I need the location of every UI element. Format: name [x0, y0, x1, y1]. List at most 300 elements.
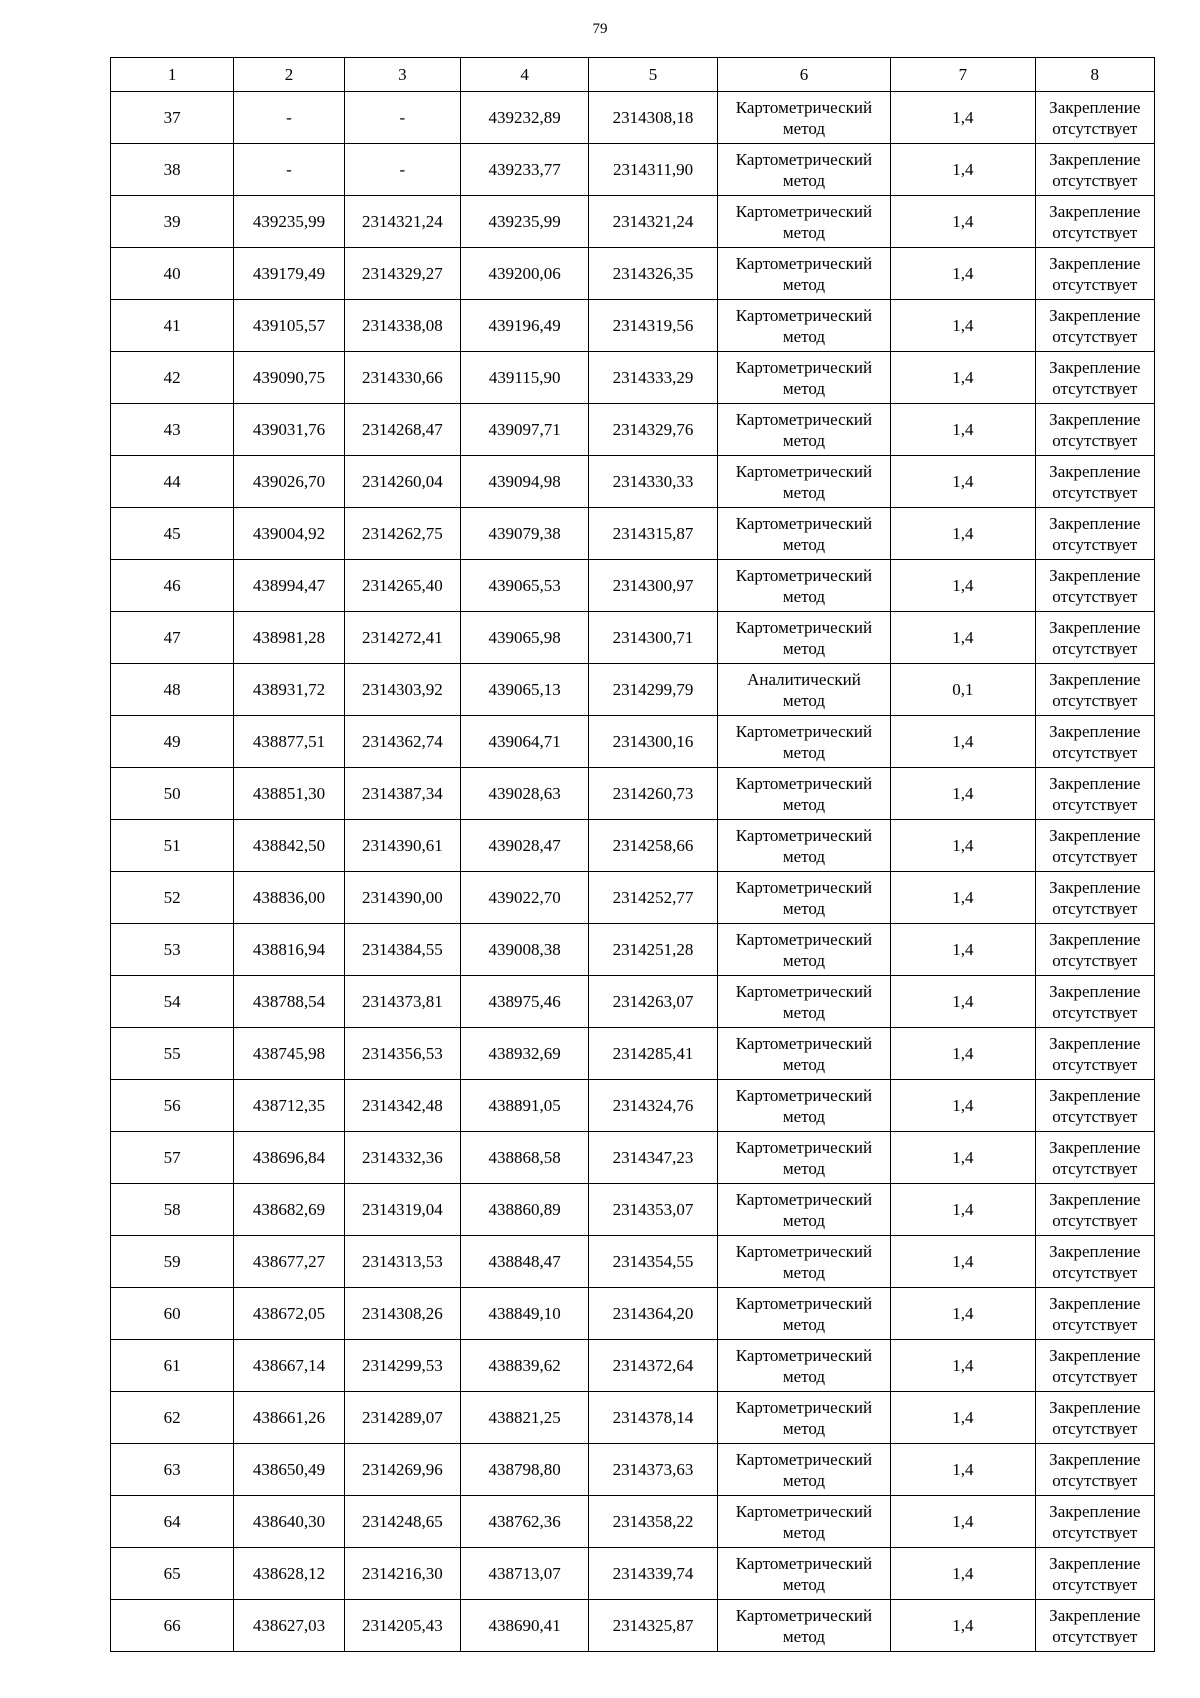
new-x-cell: 438860,89: [460, 1184, 588, 1236]
point-number-cell: 52: [111, 872, 234, 924]
method-cell: [717, 1392, 890, 1444]
fixation-text: Закрепление: [1049, 1241, 1141, 1261]
existing-y-cell: 2314265,40: [344, 560, 460, 612]
fixation-cell: [1035, 1288, 1154, 1340]
new-x-cell: 439097,71: [460, 404, 588, 456]
method-text: Картометрический: [735, 1345, 873, 1365]
new-x-cell: 439232,89: [460, 92, 588, 144]
method-cell: [717, 196, 890, 248]
fixation-text: Закрепление: [1049, 721, 1141, 741]
table-row: [111, 872, 1155, 924]
point-number-cell: 43: [111, 404, 234, 456]
method-text: Картометрический: [735, 773, 873, 793]
fixation-text: Закрепление: [1049, 981, 1141, 1001]
fixation-cell: [1035, 92, 1154, 144]
point-number-cell: 44: [111, 456, 234, 508]
method-text: метод: [782, 742, 826, 762]
existing-y-cell: 2314272,41: [344, 612, 460, 664]
new-y-cell: 2314372,64: [589, 1340, 717, 1392]
method-text: Картометрический: [735, 1293, 873, 1313]
fixation-text: отсутствует: [1052, 1002, 1138, 1022]
existing-x-cell: 438745,98: [234, 1028, 344, 1080]
point-number-cell: 37: [111, 92, 234, 144]
existing-x-cell: 438788,54: [234, 976, 344, 1028]
existing-y-cell: 2314262,75: [344, 508, 460, 560]
point-number-cell: 58: [111, 1184, 234, 1236]
method-text: Картометрический: [735, 97, 873, 117]
method-text: метод: [782, 1470, 826, 1490]
method-cell: [717, 820, 890, 872]
accuracy-cell: 1,4: [891, 508, 1035, 560]
table-row: [111, 456, 1155, 508]
fixation-text: Закрепление: [1049, 669, 1141, 689]
fixation-text: Закрепление: [1049, 305, 1141, 325]
table-row: [111, 1288, 1155, 1340]
method-text: Аналитический: [747, 669, 861, 689]
existing-x-cell: 438672,05: [234, 1288, 344, 1340]
fixation-text: отсутствует: [1052, 1522, 1138, 1542]
method-text: метод: [782, 1418, 826, 1438]
new-y-cell: 2314353,07: [589, 1184, 717, 1236]
fixation-cell: [1035, 352, 1154, 404]
method-text: Картометрический: [735, 1085, 873, 1105]
fixation-cell: [1035, 1340, 1154, 1392]
fixation-text: отсутствует: [1052, 430, 1138, 450]
table-row: [111, 1132, 1155, 1184]
existing-x-cell: -: [234, 144, 344, 196]
method-text: Картометрический: [735, 409, 873, 429]
new-y-cell: 2314378,14: [589, 1392, 717, 1444]
method-text: Картометрический: [735, 149, 873, 169]
page-number: 79: [592, 21, 608, 37]
existing-x-cell: 439026,70: [234, 456, 344, 508]
method-text: Картометрический: [735, 1397, 873, 1417]
new-x-cell: 438848,47: [460, 1236, 588, 1288]
fixation-text: Закрепление: [1049, 617, 1141, 637]
method-cell: [717, 612, 890, 664]
accuracy-cell: 1,4: [891, 1392, 1035, 1444]
accuracy-cell: 1,4: [891, 1184, 1035, 1236]
new-y-cell: 2314252,77: [589, 872, 717, 924]
method-text: метод: [782, 1002, 826, 1022]
fixation-cell: [1035, 508, 1154, 560]
accuracy-cell: 1,4: [891, 1236, 1035, 1288]
existing-y-cell: 2314299,53: [344, 1340, 460, 1392]
table-row: [111, 1496, 1155, 1548]
fixation-text: Закрепление: [1049, 201, 1141, 221]
existing-y-cell: 2314356,53: [344, 1028, 460, 1080]
column-header: 5: [589, 58, 717, 92]
new-x-cell: 439094,98: [460, 456, 588, 508]
accuracy-cell: 1,4: [891, 768, 1035, 820]
method-text: Картометрический: [735, 825, 873, 845]
method-text: метод: [782, 1574, 826, 1594]
table-row: [111, 1236, 1155, 1288]
new-x-cell: 439008,38: [460, 924, 588, 976]
point-number-cell: 54: [111, 976, 234, 1028]
fixation-cell: [1035, 1548, 1154, 1600]
existing-x-cell: 438667,14: [234, 1340, 344, 1392]
existing-y-cell: 2314303,92: [344, 664, 460, 716]
method-text: метод: [782, 222, 826, 242]
method-cell: [717, 352, 890, 404]
table-row: [111, 1080, 1155, 1132]
fixation-cell: [1035, 1236, 1154, 1288]
fixation-cell: [1035, 768, 1154, 820]
fixation-cell: [1035, 1184, 1154, 1236]
method-text: метод: [782, 1522, 826, 1542]
method-text: Картометрический: [735, 1605, 873, 1625]
existing-y-cell: 2314342,48: [344, 1080, 460, 1132]
table-row: [111, 248, 1155, 300]
method-text: метод: [782, 482, 826, 502]
method-text: метод: [782, 430, 826, 450]
table-row: [111, 560, 1155, 612]
table-row: [111, 768, 1155, 820]
new-y-cell: 2314300,71: [589, 612, 717, 664]
new-y-cell: 2314354,55: [589, 1236, 717, 1288]
existing-x-cell: 438877,51: [234, 716, 344, 768]
accuracy-cell: 1,4: [891, 612, 1035, 664]
fixation-cell: [1035, 1028, 1154, 1080]
method-cell: [717, 924, 890, 976]
table-row: [111, 196, 1155, 248]
new-x-cell: 439022,70: [460, 872, 588, 924]
fixation-cell: [1035, 1080, 1154, 1132]
fixation-cell: [1035, 144, 1154, 196]
existing-x-cell: 438981,28: [234, 612, 344, 664]
fixation-text: отсутствует: [1052, 586, 1138, 606]
accuracy-cell: 1,4: [891, 1548, 1035, 1600]
new-x-cell: 438690,41: [460, 1600, 588, 1652]
accuracy-cell: 1,4: [891, 1080, 1035, 1132]
accuracy-cell: 1,4: [891, 872, 1035, 924]
point-number-cell: 55: [111, 1028, 234, 1080]
new-x-cell: 439233,77: [460, 144, 588, 196]
existing-x-cell: 438836,00: [234, 872, 344, 924]
fixation-text: отсутствует: [1052, 1262, 1138, 1282]
method-cell: [717, 1496, 890, 1548]
fixation-text: Закрепление: [1049, 825, 1141, 845]
method-cell: [717, 456, 890, 508]
fixation-cell: [1035, 872, 1154, 924]
existing-x-cell: 439031,76: [234, 404, 344, 456]
existing-x-cell: 439004,92: [234, 508, 344, 560]
method-cell: [717, 508, 890, 560]
method-text: метод: [782, 1158, 826, 1178]
table-row: [111, 508, 1155, 560]
accuracy-cell: 1,4: [891, 404, 1035, 456]
column-header: 7: [891, 58, 1035, 92]
fixation-text: отсутствует: [1052, 898, 1138, 918]
method-text: Картометрический: [735, 305, 873, 325]
new-y-cell: 2314339,74: [589, 1548, 717, 1600]
existing-x-cell: 438931,72: [234, 664, 344, 716]
fixation-text: отсутствует: [1052, 1210, 1138, 1230]
accuracy-cell: 1,4: [891, 1600, 1035, 1652]
fixation-cell: [1035, 1496, 1154, 1548]
fixation-text: Закрепление: [1049, 253, 1141, 273]
fixation-cell: [1035, 612, 1154, 664]
existing-x-cell: 438842,50: [234, 820, 344, 872]
new-y-cell: 2314258,66: [589, 820, 717, 872]
new-y-cell: 2314251,28: [589, 924, 717, 976]
fixation-text: отсутствует: [1052, 950, 1138, 970]
fixation-text: отсутствует: [1052, 1106, 1138, 1126]
method-text: Картометрический: [735, 1189, 873, 1209]
column-header: 8: [1035, 58, 1154, 92]
new-x-cell: 438849,10: [460, 1288, 588, 1340]
accuracy-cell: 1,4: [891, 1496, 1035, 1548]
method-text: метод: [782, 1210, 826, 1230]
fixation-cell: [1035, 300, 1154, 352]
column-header: 4: [460, 58, 588, 92]
fixation-text: Закрепление: [1049, 1033, 1141, 1053]
existing-x-cell: 439179,49: [234, 248, 344, 300]
table-row: [111, 976, 1155, 1028]
existing-x-cell: 438696,84: [234, 1132, 344, 1184]
fixation-cell: [1035, 924, 1154, 976]
fixation-text: Закрепление: [1049, 1501, 1141, 1521]
method-text: метод: [782, 170, 826, 190]
table-row: [111, 820, 1155, 872]
method-cell: [717, 404, 890, 456]
fixation-cell: [1035, 456, 1154, 508]
accuracy-cell: 1,4: [891, 1028, 1035, 1080]
fixation-text: Закрепление: [1049, 513, 1141, 533]
existing-y-cell: 2314248,65: [344, 1496, 460, 1548]
existing-x-cell: 438851,30: [234, 768, 344, 820]
method-cell: [717, 1548, 890, 1600]
existing-y-cell: 2314205,43: [344, 1600, 460, 1652]
point-number-cell: 63: [111, 1444, 234, 1496]
existing-x-cell: 438682,69: [234, 1184, 344, 1236]
new-y-cell: 2314308,18: [589, 92, 717, 144]
method-text: Картометрический: [735, 1137, 873, 1157]
method-text: метод: [782, 950, 826, 970]
method-cell: [717, 768, 890, 820]
existing-y-cell: 2314313,53: [344, 1236, 460, 1288]
new-x-cell: 438821,25: [460, 1392, 588, 1444]
new-x-cell: 439064,71: [460, 716, 588, 768]
new-y-cell: 2314347,23: [589, 1132, 717, 1184]
method-cell: [717, 92, 890, 144]
fixation-cell: [1035, 560, 1154, 612]
fixation-text: отсутствует: [1052, 846, 1138, 866]
method-cell: [717, 560, 890, 612]
point-number-cell: 66: [111, 1600, 234, 1652]
new-y-cell: 2314260,73: [589, 768, 717, 820]
existing-x-cell: 438816,94: [234, 924, 344, 976]
fixation-text: отсутствует: [1052, 638, 1138, 658]
accuracy-cell: 1,4: [891, 976, 1035, 1028]
fixation-text: Закрепление: [1049, 773, 1141, 793]
point-number-cell: 48: [111, 664, 234, 716]
fixation-text: Закрепление: [1049, 565, 1141, 585]
fixation-text: отсутствует: [1052, 118, 1138, 138]
method-text: Картометрический: [735, 1501, 873, 1521]
new-x-cell: 439028,63: [460, 768, 588, 820]
accuracy-cell: 1,4: [891, 1288, 1035, 1340]
coordinates-table: [110, 57, 1155, 1652]
accuracy-cell: 1,4: [891, 1444, 1035, 1496]
existing-x-cell: 438677,27: [234, 1236, 344, 1288]
column-header: 6: [717, 58, 890, 92]
fixation-text: Закрепление: [1049, 97, 1141, 117]
method-text: метод: [782, 326, 826, 346]
existing-x-cell: 438994,47: [234, 560, 344, 612]
table-body: [111, 58, 1155, 1652]
fixation-cell: [1035, 976, 1154, 1028]
accuracy-cell: 1,4: [891, 300, 1035, 352]
new-y-cell: 2314311,90: [589, 144, 717, 196]
accuracy-cell: 0,1: [891, 664, 1035, 716]
method-text: Картометрический: [735, 1033, 873, 1053]
table-row: [111, 924, 1155, 976]
method-cell: [717, 248, 890, 300]
method-text: метод: [782, 1106, 826, 1126]
new-y-cell: 2314300,16: [589, 716, 717, 768]
existing-y-cell: 2314373,81: [344, 976, 460, 1028]
fixation-text: отсутствует: [1052, 1054, 1138, 1074]
method-cell: [717, 1444, 890, 1496]
fixation-text: Закрепление: [1049, 1449, 1141, 1469]
new-x-cell: 438762,36: [460, 1496, 588, 1548]
existing-y-cell: 2314387,34: [344, 768, 460, 820]
point-number-cell: 59: [111, 1236, 234, 1288]
method-text: метод: [782, 1626, 826, 1646]
fixation-text: Закрепление: [1049, 149, 1141, 169]
existing-y-cell: 2314216,30: [344, 1548, 460, 1600]
table-header-row: [111, 58, 1155, 92]
accuracy-cell: 1,4: [891, 716, 1035, 768]
accuracy-cell: 1,4: [891, 248, 1035, 300]
existing-y-cell: 2314268,47: [344, 404, 460, 456]
point-number-cell: 64: [111, 1496, 234, 1548]
method-text: метод: [782, 1262, 826, 1282]
table-row: [111, 404, 1155, 456]
fixation-text: отсутствует: [1052, 1626, 1138, 1646]
method-cell: [717, 1132, 890, 1184]
point-number-cell: 40: [111, 248, 234, 300]
fixation-cell: [1035, 196, 1154, 248]
method-text: Картометрический: [735, 1553, 873, 1573]
new-y-cell: 2314330,33: [589, 456, 717, 508]
accuracy-cell: 1,4: [891, 1340, 1035, 1392]
table-row: [111, 1548, 1155, 1600]
point-number-cell: 56: [111, 1080, 234, 1132]
method-text: Картометрический: [735, 461, 873, 481]
method-cell: [717, 976, 890, 1028]
fixation-text: Закрепление: [1049, 1605, 1141, 1625]
fixation-text: отсутствует: [1052, 534, 1138, 554]
new-x-cell: 439079,38: [460, 508, 588, 560]
method-cell: [717, 664, 890, 716]
method-cell: [717, 1184, 890, 1236]
new-y-cell: 2314325,87: [589, 1600, 717, 1652]
existing-y-cell: -: [344, 144, 460, 196]
accuracy-cell: 1,4: [891, 456, 1035, 508]
fixation-text: отсутствует: [1052, 1470, 1138, 1490]
fixation-text: отсутствует: [1052, 326, 1138, 346]
new-y-cell: 2314263,07: [589, 976, 717, 1028]
method-cell: [717, 1028, 890, 1080]
table-row: [111, 1028, 1155, 1080]
method-text: метод: [782, 846, 826, 866]
fixation-text: Закрепление: [1049, 357, 1141, 377]
fixation-text: Закрепление: [1049, 1189, 1141, 1209]
existing-y-cell: -: [344, 92, 460, 144]
fixation-text: отсутствует: [1052, 1314, 1138, 1334]
new-x-cell: 438798,80: [460, 1444, 588, 1496]
existing-x-cell: 438640,30: [234, 1496, 344, 1548]
method-cell: [717, 1080, 890, 1132]
existing-y-cell: 2314332,36: [344, 1132, 460, 1184]
fixation-text: отсутствует: [1052, 222, 1138, 242]
table-row: [111, 664, 1155, 716]
fixation-text: отсутствует: [1052, 1158, 1138, 1178]
method-text: Картометрический: [735, 357, 873, 377]
table-row: [111, 352, 1155, 404]
method-text: метод: [782, 118, 826, 138]
new-y-cell: 2314358,22: [589, 1496, 717, 1548]
existing-y-cell: 2314330,66: [344, 352, 460, 404]
new-x-cell: 439115,90: [460, 352, 588, 404]
table-row: [111, 716, 1155, 768]
method-text: метод: [782, 638, 826, 658]
fixation-text: Закрепление: [1049, 1397, 1141, 1417]
new-x-cell: 439196,49: [460, 300, 588, 352]
new-x-cell: 438975,46: [460, 976, 588, 1028]
method-text: метод: [782, 378, 826, 398]
table-row: [111, 92, 1155, 144]
method-cell: [717, 1236, 890, 1288]
new-x-cell: 438932,69: [460, 1028, 588, 1080]
point-number-cell: 62: [111, 1392, 234, 1444]
point-number-cell: 41: [111, 300, 234, 352]
fixation-cell: [1035, 1600, 1154, 1652]
new-y-cell: 2314299,79: [589, 664, 717, 716]
existing-y-cell: 2314338,08: [344, 300, 460, 352]
column-header: 2: [234, 58, 344, 92]
method-text: метод: [782, 586, 826, 606]
method-text: Картометрический: [735, 877, 873, 897]
existing-x-cell: 439105,57: [234, 300, 344, 352]
new-y-cell: 2314285,41: [589, 1028, 717, 1080]
point-number-cell: 42: [111, 352, 234, 404]
method-text: Картометрический: [735, 253, 873, 273]
fixation-cell: [1035, 820, 1154, 872]
method-text: Картометрический: [735, 617, 873, 637]
fixation-cell: [1035, 716, 1154, 768]
method-text: Картометрический: [735, 981, 873, 1001]
existing-y-cell: 2314289,07: [344, 1392, 460, 1444]
new-y-cell: 2314373,63: [589, 1444, 717, 1496]
existing-y-cell: 2314390,00: [344, 872, 460, 924]
point-number-cell: 60: [111, 1288, 234, 1340]
fixation-text: отсутствует: [1052, 1366, 1138, 1386]
method-cell: [717, 300, 890, 352]
method-text: метод: [782, 898, 826, 918]
fixation-text: отсутствует: [1052, 690, 1138, 710]
point-number-cell: 65: [111, 1548, 234, 1600]
accuracy-cell: 1,4: [891, 196, 1035, 248]
existing-x-cell: 438661,26: [234, 1392, 344, 1444]
fixation-text: отсутствует: [1052, 794, 1138, 814]
table-row: [111, 1392, 1155, 1444]
method-text: Картометрический: [735, 1449, 873, 1469]
fixation-text: отсутствует: [1052, 378, 1138, 398]
